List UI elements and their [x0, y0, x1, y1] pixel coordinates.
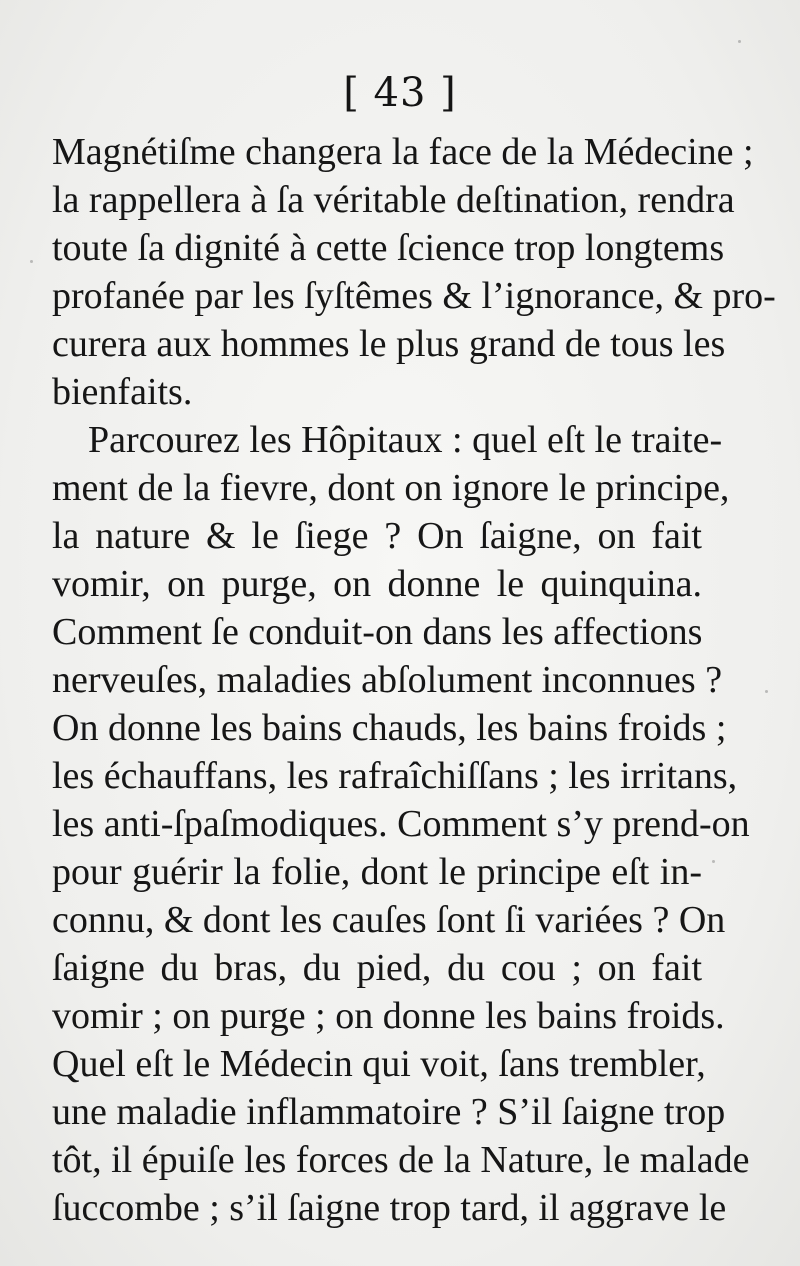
- text-line: la nature & le ſiege ? On ſaigne, on fait: [52, 515, 702, 557]
- paper-speck: [765, 690, 768, 693]
- text-line: nerveuſes, maladies abſolument inconnues ?: [52, 659, 723, 701]
- text-line: bienfaits.: [52, 371, 193, 413]
- text-line: curera aux hommes le plus grand de tous les: [52, 323, 726, 365]
- text-line: On donne les bains chauds, les bains froids ;: [52, 707, 727, 749]
- paper-speck: [712, 860, 715, 863]
- text-line: les anti-ſpaſmodiques. Comment s’y prend-on: [52, 803, 750, 845]
- text-line: toute ſa dignité à cette ſcience trop longtems: [52, 227, 725, 269]
- text-line: tôt, il épuiſe les forces de la Nature, le malade: [52, 1139, 750, 1181]
- text-line: les échauffans, les rafraîchiſſans ; les irritans,: [52, 755, 738, 797]
- text-line: pour guérir la folie, dont le principe eſt in-: [52, 851, 702, 893]
- text-line: vomir, on purge, on donne le quinquina.: [52, 563, 702, 605]
- text-line: connu, & dont les cauſes ſont ſi variées ? On: [52, 899, 726, 941]
- text-line: Comment ſe conduit-on dans les affections: [52, 611, 703, 653]
- text-line: une maladie inflammatoire ? S’il ſaigne trop: [52, 1091, 726, 1133]
- text-line: la rappellera à ſa véritable deſtination, rendra: [52, 179, 735, 221]
- paper-speck: [30, 260, 33, 263]
- text-line: ſuccombe ; s’il ſaigne trop tard, il aggrave le: [52, 1187, 727, 1229]
- text-line: ment de la fievre, dont on ignore le principe,: [52, 467, 730, 509]
- text-line: vomir ; on purge ; on donne les bains froids.: [52, 995, 725, 1037]
- paper-speck: [738, 40, 741, 43]
- text-line: Quel eſt le Médecin qui voit, ſans trembler,: [52, 1043, 706, 1085]
- page-number: [ 43 ]: [343, 70, 457, 116]
- text-line: Parcourez les Hôpitaux : quel eſt le traite-: [88, 419, 723, 461]
- text-line: Magnétiſme changera la face de la Médecine ;: [52, 131, 754, 173]
- text-line: profanée par les ſyſtêmes & l’ignorance, & pro-: [52, 275, 776, 317]
- text-line: ſaigne du bras, du pied, du cou ; on fait: [52, 947, 702, 989]
